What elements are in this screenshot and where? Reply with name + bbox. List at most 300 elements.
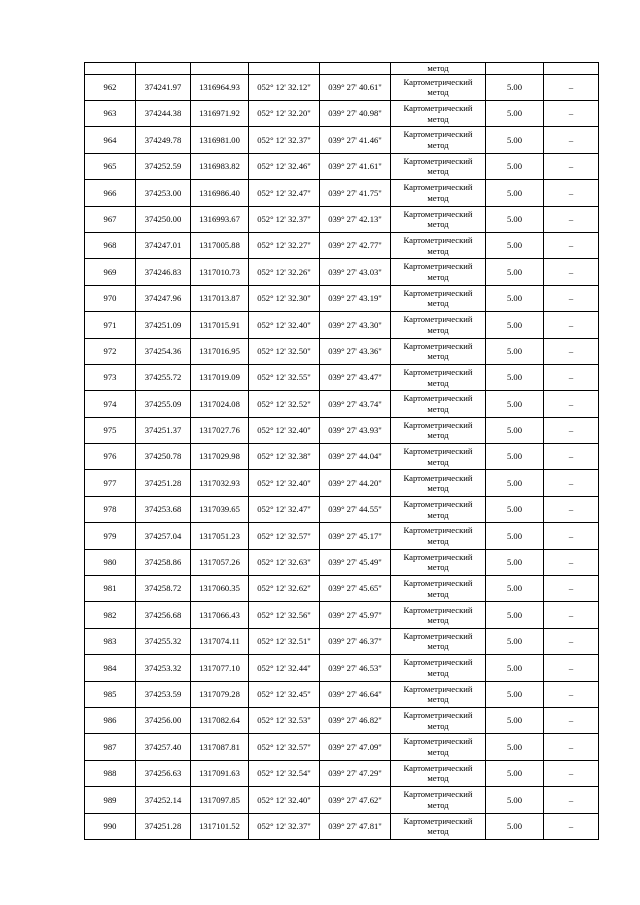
method-line-2: метод [427, 324, 449, 335]
table-cell-y-coordinate: 1317016.95 [191, 338, 249, 364]
table-cell-point-number: 973 [85, 364, 136, 390]
table-cell-x-coordinate: 374253.59 [136, 681, 191, 707]
table-cell-longitude: 039° 27' 47.29" [320, 760, 391, 786]
table-cell-point-number: 972 [85, 338, 136, 364]
table-cell-x-coordinate: 374241.97 [136, 74, 191, 100]
table-cell-x-coordinate: 374251.28 [136, 470, 191, 496]
table-cell-point-number: 969 [85, 259, 136, 285]
table-row [85, 602, 599, 628]
table-cell-latitude: 052° 12' 32.47" [249, 180, 320, 206]
method-line-1: Картометрический [403, 314, 473, 325]
table-cell-x-coordinate: 374252.59 [136, 153, 191, 179]
table-cell-accuracy: 5.00 [486, 100, 544, 126]
table-cell-method [391, 153, 486, 179]
table-cell-method [391, 285, 486, 311]
table-cell-point-number: 979 [85, 523, 136, 549]
table-cell-method [391, 681, 486, 707]
method-line-2: метод [427, 562, 449, 573]
table-row [85, 523, 599, 549]
table-cell-accuracy: 5.00 [486, 681, 544, 707]
table-cell-method [391, 127, 486, 153]
table-cell-longitude: 039° 27' 47.09" [320, 734, 391, 760]
table-cell-point-number: 967 [85, 206, 136, 232]
table-cell-description: – [544, 602, 599, 628]
table-cell-accuracy: 5.00 [486, 707, 544, 733]
table-row [85, 628, 599, 654]
table-cell-description: – [544, 259, 599, 285]
table-body [85, 63, 599, 840]
table-cell-point-number: 978 [85, 496, 136, 522]
table-row [85, 707, 599, 733]
table-cell-latitude: 052° 12' 32.44" [249, 655, 320, 681]
table-cell-x-coordinate: 374256.63 [136, 760, 191, 786]
table-cell-latitude: 052° 12' 32.57" [249, 734, 320, 760]
table-cell-accuracy: 5.00 [486, 576, 544, 602]
table-cell-longitude: 039° 27' 46.64" [320, 681, 391, 707]
table-row [85, 760, 599, 786]
method-line-1: Картометрический [403, 630, 473, 641]
table-cell-description: – [544, 417, 599, 443]
table-cell-point-number: 976 [85, 444, 136, 470]
table-cell-method [391, 813, 486, 839]
table-cell-description: – [544, 734, 599, 760]
table-cell-description: – [544, 364, 599, 390]
table-cell-y-coordinate: 1317091.63 [191, 760, 249, 786]
table-cell-accuracy: 5.00 [486, 259, 544, 285]
table-cell-description: – [544, 707, 599, 733]
table-cell-description: – [544, 180, 599, 206]
table-cell-method [391, 364, 486, 390]
table-cell-point-number: 982 [85, 602, 136, 628]
table-cell [191, 63, 249, 75]
table-cell-y-coordinate: 1316993.67 [191, 206, 249, 232]
method-line-2: метод [427, 799, 449, 810]
table-row [85, 232, 599, 258]
table-cell-y-coordinate: 1316971.92 [191, 100, 249, 126]
table-cell-x-coordinate: 374255.32 [136, 628, 191, 654]
table-row [85, 549, 599, 575]
table-row [85, 655, 599, 681]
table-row [85, 153, 599, 179]
table-cell-latitude: 052° 12' 32.38" [249, 444, 320, 470]
table-cell-y-coordinate: 1317027.76 [191, 417, 249, 443]
table-cell-method [391, 338, 486, 364]
table-cell-method [391, 707, 486, 733]
method-line-2: метод [427, 219, 449, 230]
table-cell-description: – [544, 760, 599, 786]
table-cell-description: – [544, 444, 599, 470]
method-line-2: метод [427, 483, 449, 494]
table-cell-description: – [544, 338, 599, 364]
method-line-1: Картометрический [403, 472, 473, 483]
table-cell-y-coordinate: 1317082.64 [191, 707, 249, 733]
method-line-2: метод [427, 403, 449, 414]
table-cell-x-coordinate: 374251.09 [136, 312, 191, 338]
table-cell-description: – [544, 100, 599, 126]
table-cell-latitude: 052° 12' 32.53" [249, 707, 320, 733]
table-cell-longitude: 039° 27' 45.97" [320, 602, 391, 628]
table-row [85, 391, 599, 417]
method-line-1: Картометрический [403, 657, 473, 668]
table-cell-accuracy: 5.00 [486, 496, 544, 522]
table-cell-x-coordinate: 374247.96 [136, 285, 191, 311]
table-cell-y-coordinate: 1317019.09 [191, 364, 249, 390]
table-cell-accuracy: 5.00 [486, 760, 544, 786]
table-cell-y-coordinate: 1317087.81 [191, 734, 249, 760]
table-cell-y-coordinate: 1316981.00 [191, 127, 249, 153]
table-row [85, 127, 599, 153]
method-line-1: Картометрический [403, 287, 473, 298]
table-row [85, 285, 599, 311]
table-cell-description: – [544, 628, 599, 654]
table-cell-y-coordinate: 1317057.26 [191, 549, 249, 575]
table-cell-longitude: 039° 27' 45.65" [320, 576, 391, 602]
table-cell-x-coordinate: 374257.04 [136, 523, 191, 549]
table-cell-latitude: 052° 12' 32.52" [249, 391, 320, 417]
table-cell-method [391, 496, 486, 522]
table-cell-x-coordinate: 374253.68 [136, 496, 191, 522]
table-cell-latitude: 052° 12' 32.40" [249, 312, 320, 338]
table-row [85, 180, 599, 206]
table-row [85, 417, 599, 443]
table-cell-x-coordinate: 374254.36 [136, 338, 191, 364]
method-line-2: метод [427, 747, 449, 758]
table-cell-description: – [544, 787, 599, 813]
table-cell-y-coordinate: 1317039.65 [191, 496, 249, 522]
method-line-1: Картометрический [403, 208, 473, 219]
table-cell-accuracy: 5.00 [486, 391, 544, 417]
method-line-1: Картометрический [403, 340, 473, 351]
table-cell-y-coordinate: 1317077.10 [191, 655, 249, 681]
table-row [85, 312, 599, 338]
table-cell-latitude: 052° 12' 32.20" [249, 100, 320, 126]
table-cell-point-number: 987 [85, 734, 136, 760]
table-cell-point-number: 963 [85, 100, 136, 126]
table-cell-method [391, 549, 486, 575]
table-cell-latitude: 052° 12' 32.45" [249, 681, 320, 707]
method-line-1: Картометрический [403, 129, 473, 140]
table-cell-latitude: 052° 12' 32.62" [249, 576, 320, 602]
method-line-2: метод [427, 298, 449, 309]
table-cell-longitude: 039° 27' 43.93" [320, 417, 391, 443]
table-row-continued [85, 63, 599, 75]
table-cell-y-coordinate: 1317029.98 [191, 444, 249, 470]
table-cell-y-coordinate: 1317024.08 [191, 391, 249, 417]
table-cell-accuracy: 5.00 [486, 232, 544, 258]
table-cell-y-coordinate: 1317015.91 [191, 312, 249, 338]
table-cell-x-coordinate: 374253.32 [136, 655, 191, 681]
table-cell-description: – [544, 576, 599, 602]
method-line-1: Картометрический [403, 736, 473, 747]
table-cell-method [391, 259, 486, 285]
table-cell-x-coordinate: 374250.00 [136, 206, 191, 232]
table-cell-point-number: 985 [85, 681, 136, 707]
table-cell-latitude: 052° 12' 32.40" [249, 470, 320, 496]
method-line-2: метод [427, 113, 449, 124]
table-cell-longitude: 039° 27' 46.82" [320, 707, 391, 733]
table-cell-method [391, 760, 486, 786]
table-row [85, 496, 599, 522]
table-cell-latitude: 052° 12' 32.37" [249, 813, 320, 839]
table-cell-y-coordinate: 1317079.28 [191, 681, 249, 707]
table-cell-latitude: 052° 12' 32.37" [249, 206, 320, 232]
table-cell-latitude: 052° 12' 32.57" [249, 523, 320, 549]
table-cell-accuracy: 5.00 [486, 470, 544, 496]
table-cell-point-number: 975 [85, 417, 136, 443]
table-cell-accuracy: 5.00 [486, 734, 544, 760]
table-cell-longitude: 039° 27' 41.46" [320, 127, 391, 153]
table-cell-x-coordinate: 374258.86 [136, 549, 191, 575]
table-cell-x-coordinate: 374251.37 [136, 417, 191, 443]
table-cell-x-coordinate: 374253.00 [136, 180, 191, 206]
method-line-2: метод [427, 509, 449, 520]
table-cell-latitude: 052° 12' 32.47" [249, 496, 320, 522]
table-row [85, 681, 599, 707]
table-cell-point-number: 986 [85, 707, 136, 733]
table-cell-longitude: 039° 27' 42.77" [320, 232, 391, 258]
table-cell-y-coordinate: 1316964.93 [191, 74, 249, 100]
table-cell-method [391, 312, 486, 338]
table-cell-y-coordinate: 1317066.43 [191, 602, 249, 628]
method-line-2: метод [427, 535, 449, 546]
method-line-1: Картометрический [403, 366, 473, 377]
table-cell-description: – [544, 127, 599, 153]
table-cell-x-coordinate: 374244.38 [136, 100, 191, 126]
table-cell-latitude: 052° 12' 32.51" [249, 628, 320, 654]
table-cell-accuracy: 5.00 [486, 338, 544, 364]
method-line-2: метод [427, 272, 449, 283]
table-cell-y-coordinate: 1317101.52 [191, 813, 249, 839]
method-line-1: Картометрический [403, 815, 473, 826]
method-line-1: Картометрический [403, 155, 473, 166]
table-cell-description: – [544, 470, 599, 496]
method-line-2: метод [427, 140, 449, 151]
method-line-2: метод [427, 773, 449, 784]
table-cell-x-coordinate: 374250.78 [136, 444, 191, 470]
method-line-2: метод [427, 456, 449, 467]
method-line-2: метод [427, 720, 449, 731]
table-cell-longitude: 039° 27' 46.53" [320, 655, 391, 681]
table-cell-method [391, 391, 486, 417]
table-cell-method [391, 602, 486, 628]
table-cell-y-coordinate: 1317013.87 [191, 285, 249, 311]
table-row [85, 470, 599, 496]
table-cell-method [391, 787, 486, 813]
table-cell-method [391, 74, 486, 100]
table-cell-latitude: 052° 12' 32.50" [249, 338, 320, 364]
table-row [85, 364, 599, 390]
coordinates-table [84, 62, 599, 840]
table-cell-latitude: 052° 12' 32.40" [249, 417, 320, 443]
table-cell-y-coordinate: 1317074.11 [191, 628, 249, 654]
table-cell-x-coordinate: 374251.28 [136, 813, 191, 839]
table-cell-accuracy: 5.00 [486, 127, 544, 153]
method-line-2: метод [427, 245, 449, 256]
table-row [85, 259, 599, 285]
table-cell-y-coordinate: 1316983.82 [191, 153, 249, 179]
table-cell-y-coordinate: 1317010.73 [191, 259, 249, 285]
table-cell-y-coordinate: 1317051.23 [191, 523, 249, 549]
method-line-2: метод [427, 192, 449, 203]
table-cell-x-coordinate: 374255.09 [136, 391, 191, 417]
table-cell-description: – [544, 153, 599, 179]
table-cell-accuracy: 5.00 [486, 285, 544, 311]
table-cell-point-number: 980 [85, 549, 136, 575]
table-cell-method [391, 523, 486, 549]
table-cell-accuracy: 5.00 [486, 74, 544, 100]
table-cell-x-coordinate: 374247.01 [136, 232, 191, 258]
table-cell-x-coordinate: 374258.72 [136, 576, 191, 602]
method-line-2: метод [427, 377, 449, 388]
table-cell-accuracy: 5.00 [486, 628, 544, 654]
table-cell-accuracy: 5.00 [486, 813, 544, 839]
table-cell-latitude: 052° 12' 32.26" [249, 259, 320, 285]
method-line-2: метод [427, 694, 449, 705]
table-cell-point-number: 971 [85, 312, 136, 338]
method-line-1: Картометрический [403, 604, 473, 615]
table-cell-point-number: 968 [85, 232, 136, 258]
table-cell-accuracy: 5.00 [486, 523, 544, 549]
table-cell-description: – [544, 655, 599, 681]
method-line-1: Картометрический [403, 578, 473, 589]
table-cell [136, 63, 191, 75]
method-line-2: метод [427, 641, 449, 652]
table-cell-longitude: 039° 27' 47.62" [320, 787, 391, 813]
table-cell-longitude: 039° 27' 43.03" [320, 259, 391, 285]
method-line-2: метод [427, 826, 449, 837]
table-cell-longitude: 039° 27' 41.61" [320, 153, 391, 179]
table-cell-method [391, 180, 486, 206]
table-cell-longitude: 039° 27' 41.75" [320, 180, 391, 206]
method-line-2: метод [427, 87, 449, 98]
table-cell-y-coordinate: 1317097.85 [191, 787, 249, 813]
table-cell-longitude: 039° 27' 43.19" [320, 285, 391, 311]
table-row [85, 576, 599, 602]
method-line-2: метод [427, 588, 449, 599]
table-cell-description: – [544, 312, 599, 338]
table-cell-accuracy: 5.00 [486, 655, 544, 681]
method-line-1: Картометрический [403, 182, 473, 193]
table-cell-latitude: 052° 12' 32.63" [249, 549, 320, 575]
table-cell-longitude: 039° 27' 43.47" [320, 364, 391, 390]
table-row [85, 444, 599, 470]
table-cell-point-number: 970 [85, 285, 136, 311]
table-cell-method [391, 444, 486, 470]
table-cell [249, 63, 320, 75]
table-cell-accuracy: 5.00 [486, 180, 544, 206]
table-cell-method [391, 655, 486, 681]
table-cell-y-coordinate: 1317005.88 [191, 232, 249, 258]
method-line-1: Картометрический [403, 393, 473, 404]
table-cell-point-number: 962 [85, 74, 136, 100]
method-line-1: Картометрический [403, 261, 473, 272]
table-cell-method [391, 734, 486, 760]
table-cell-accuracy: 5.00 [486, 444, 544, 470]
table-cell [544, 63, 599, 75]
table-cell-latitude: 052° 12' 32.40" [249, 787, 320, 813]
method-line-2: метод [427, 430, 449, 441]
table-cell-point-number: 966 [85, 180, 136, 206]
table-cell-latitude: 052° 12' 32.37" [249, 127, 320, 153]
table-cell [486, 63, 544, 75]
table-cell-method [391, 232, 486, 258]
method-line-1: Картометрический [403, 551, 473, 562]
table-row [85, 206, 599, 232]
table-cell-method [391, 100, 486, 126]
table-row [85, 813, 599, 839]
table-cell-description: – [544, 232, 599, 258]
method-line-1: Картометрический [403, 76, 473, 87]
table-cell-point-number: 990 [85, 813, 136, 839]
table-cell-accuracy: 5.00 [486, 206, 544, 232]
table-cell-description: – [544, 549, 599, 575]
table-cell-longitude: 039° 27' 47.81" [320, 813, 391, 839]
table-cell [320, 63, 391, 75]
table-cell-latitude: 052° 12' 32.12" [249, 74, 320, 100]
table-cell-method-continued: метод [391, 63, 486, 75]
table-row [85, 787, 599, 813]
table-cell-method [391, 576, 486, 602]
method-line-1: Картометрический [403, 525, 473, 536]
table-cell-description: – [544, 206, 599, 232]
table-cell-method [391, 417, 486, 443]
table-cell-description: – [544, 813, 599, 839]
table-cell-y-coordinate: 1317032.93 [191, 470, 249, 496]
table-cell-method [391, 628, 486, 654]
table-cell-description: – [544, 496, 599, 522]
table-cell-method [391, 206, 486, 232]
table-cell-point-number: 981 [85, 576, 136, 602]
table-cell-longitude: 039° 27' 44.04" [320, 444, 391, 470]
table-row [85, 734, 599, 760]
table-cell-longitude: 039° 27' 45.49" [320, 549, 391, 575]
table-cell-x-coordinate: 374249.78 [136, 127, 191, 153]
table-cell-latitude: 052° 12' 32.30" [249, 285, 320, 311]
table-cell-latitude: 052° 12' 32.54" [249, 760, 320, 786]
table-cell-point-number: 974 [85, 391, 136, 417]
method-line-1: Картометрический [403, 446, 473, 457]
table-cell-point-number: 977 [85, 470, 136, 496]
table-cell-point-number: 984 [85, 655, 136, 681]
table-cell-description: – [544, 681, 599, 707]
table-cell-point-number: 989 [85, 787, 136, 813]
table-cell-description: – [544, 74, 599, 100]
method-line-1: Картометрический [403, 683, 473, 694]
table-cell-latitude: 052° 12' 32.56" [249, 602, 320, 628]
table-row [85, 100, 599, 126]
table-cell-x-coordinate: 374255.72 [136, 364, 191, 390]
table-cell [85, 63, 136, 75]
table-cell-accuracy: 5.00 [486, 153, 544, 179]
method-line-2: метод [427, 351, 449, 362]
table-cell-x-coordinate: 374256.00 [136, 707, 191, 733]
table-cell-y-coordinate: 1317060.35 [191, 576, 249, 602]
method-line-1: Картометрический [403, 710, 473, 721]
table-cell-accuracy: 5.00 [486, 787, 544, 813]
method-line-1: Картометрический [403, 103, 473, 114]
table-cell-x-coordinate: 374246.83 [136, 259, 191, 285]
table-cell-latitude: 052° 12' 32.27" [249, 232, 320, 258]
table-cell-accuracy: 5.00 [486, 417, 544, 443]
table-cell-description: – [544, 523, 599, 549]
table-cell-accuracy: 5.00 [486, 312, 544, 338]
table-cell-y-coordinate: 1316986.40 [191, 180, 249, 206]
table-cell-accuracy: 5.00 [486, 549, 544, 575]
table-cell-x-coordinate: 374252.14 [136, 787, 191, 813]
table-cell-longitude: 039° 27' 40.98" [320, 100, 391, 126]
method-line-1: Картометрический [403, 498, 473, 509]
table-cell-x-coordinate: 374257.40 [136, 734, 191, 760]
